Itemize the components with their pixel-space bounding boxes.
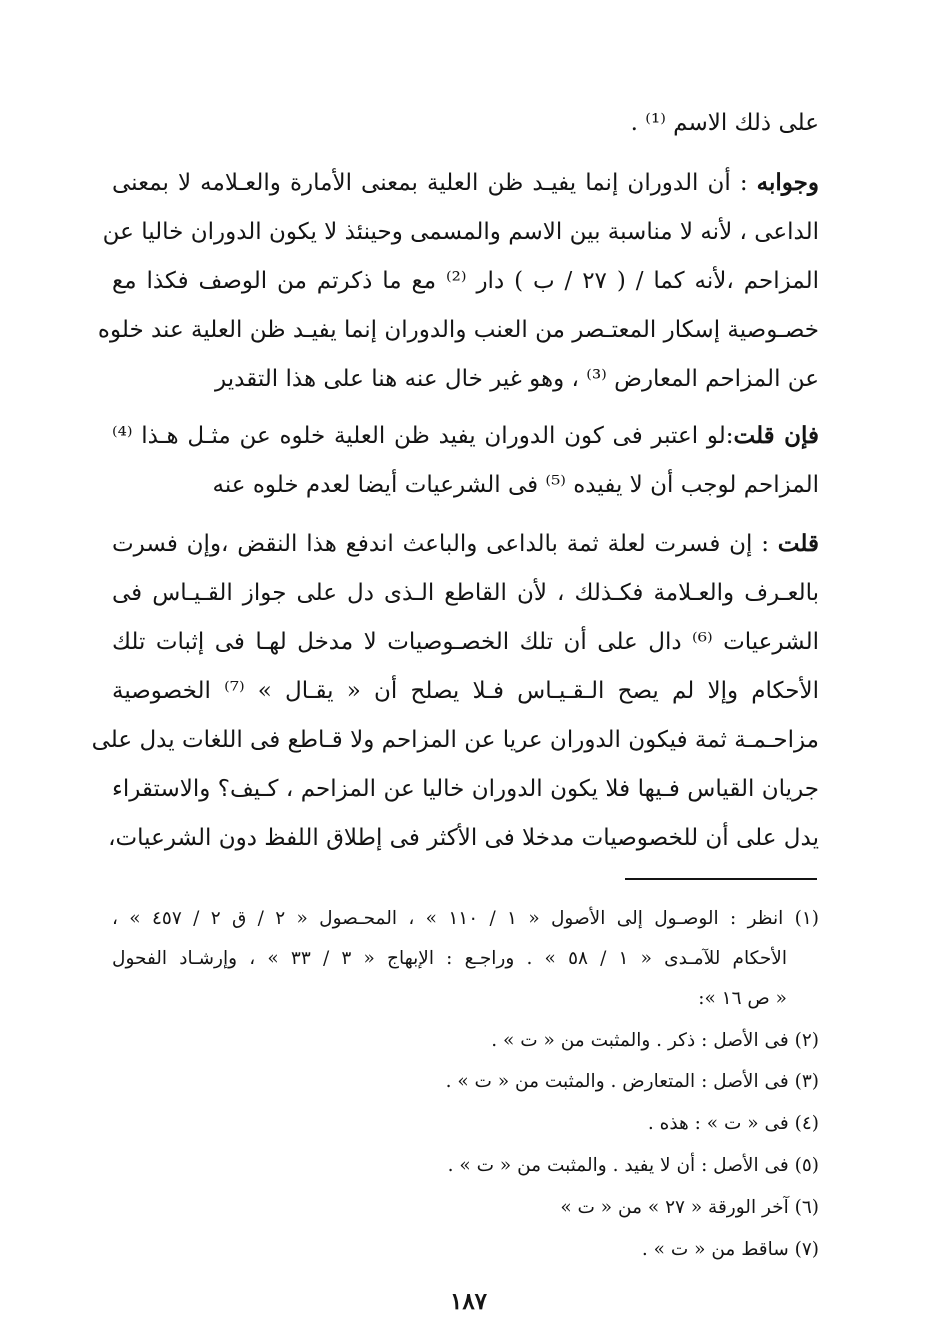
reply-lead: قلت [777,530,819,557]
body-line-15: يدل على أن للخصوصيات مدخلا فى الأكثر فى إطلاق اللفظ دون الشرعيات، [108,825,819,851]
answer-lead: وجوابه [756,169,819,196]
footnote-1-line-3: « ص ١٦ »: [698,988,787,1009]
body-line-1: على ذلك الاسم ⁽¹⁾ . [630,110,819,136]
page-number: ١٨٧ [449,1288,488,1315]
footnote-separator [625,878,817,880]
body-line-11: الشرعيات ⁽⁶⁾ دال على أن تلك الخصـوصيات لا مدخل لهـا فى إثبات تلك [112,629,819,655]
footnote-1-line-2: الأحكام للآمـدى « ١ / ٥٨ » . وراجـع : الإبهاج « ٣ / ٣٣ » ، وإرشـاد الفحول [112,948,787,969]
body-line-14: جريان القياس فـيها فلا يكون الدوران خاليا عن المزاحم ، كـيف؟ والاستقراء [112,776,819,802]
footnote-3: (٣) فى الأصل : المتعارض . والمثبت من « ت » . [445,1071,819,1092]
footnote-6: (٦) آخر الورقة « ٢٧ » من « ت » [560,1197,819,1218]
body-line-5: خصـوصية إسكار المعتـصر من العنب والدوران إنما يفيـد ظن العلية عند خلوه [97,317,819,343]
footnote-5: (٥) فى الأصل : أن لا يفيد . والمثبت من « ت » . [447,1155,819,1176]
body-line-3: الداعى ، لأنه لا مناسبة بين الاسم والمسمى وحينئذ لا يكون الدوران خاليا عن [102,219,819,245]
footnote-4: (٤) فى « ت » : هذه . [647,1113,819,1134]
body-line-10: بالعـرف والعـلامة فكـذلك ، لأن القاطع الـذى دل على جواز القـيـاس فى [112,580,819,606]
body-line-9: قلت : إن فسرت لعلة ثمة بالداعى والباعث اندفع هذا النقض ،وإن فسرت [112,530,819,557]
body-line-7: فإن قلت:لو اعتبر فى كون الدوران يفيد ظن العلية خلوه عن مثـل هـذا ⁽⁴⁾ [112,422,819,449]
body-line-12: الأحكام وإلا لم يصح الـقـيـاس فـلا يصلح أن « يقـال » ⁽⁷⁾ الخصوصية [112,678,819,704]
objection-lead: فإن قلت [733,422,819,449]
footnote-2: (٢) فى الأصل : ذكر . والمثبت من « ت » . [491,1030,819,1051]
body-line-4: المزاحم ،لأنه كما / ( ٢٧ / ب ) دار ⁽²⁾ مع ما ذكرتم من الوصف فكذا مع [112,268,819,294]
body-line-2: وجوابه : أن الدوران إنما يفيـد ظن العلية بمعنى الأمارة والعـلامه لا بمعنى [112,169,819,196]
footnote-1-line-1: (١) انظر : الوصـول إلى الأصول « ١ / ١١٠ » ، المحـصول « ٢ / ق ٢ / ٤٥٧ » ، [112,908,819,929]
body-line-8: المزاحم لوجب أن لا يفيده ⁽⁵⁾ فى الشرعيات أيضا لعدم خلوه عنه [212,472,819,498]
body-line-13: مزاحـمـة ثمة فيكون الدوران عريا عن المزاحم ولا قـاطع فى اللغات يدل على [91,727,819,753]
body-line-6: عن المزاحم المعارض ⁽³⁾ ، وهو غير خال عنه هنا على هذا التقدير [215,366,819,392]
footnote-7: (٧) ساقط من « ت » . [641,1239,819,1260]
